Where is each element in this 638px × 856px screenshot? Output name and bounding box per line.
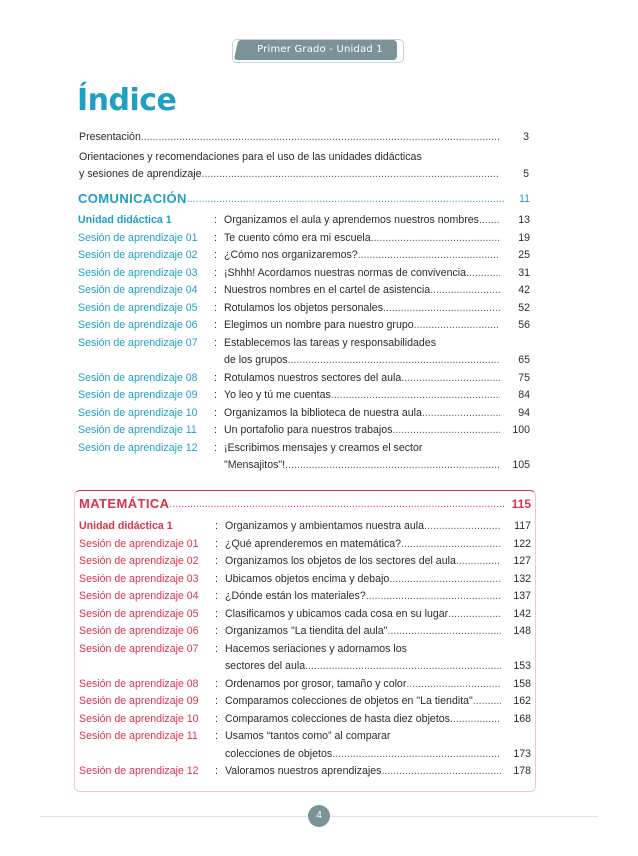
toc-row-page: 168 <box>513 712 531 725</box>
toc-row-title: ¿Qué aprenderemos en matemática? <box>225 537 402 550</box>
toc-row[interactable] <box>79 588 531 604</box>
toc-row[interactable] <box>78 335 530 351</box>
toc-row-title: Hacemos seriaciones y adornamos los <box>225 642 407 655</box>
toc-entry-label: y sesiones de aprendizaje <box>79 168 202 180</box>
toc-row-label: Sesión de aprendizaje 09 <box>78 389 198 401</box>
toc-separator: : <box>215 625 218 637</box>
toc-separator: : <box>214 301 217 314</box>
toc-row-label: Sesión de aprendizaje 02 <box>78 249 198 261</box>
toc-row[interactable] <box>79 676 531 692</box>
toc-separator: : <box>215 607 218 620</box>
toc-row-page: 148 <box>513 625 531 637</box>
toc-separator: : <box>215 765 218 777</box>
toc-row-page: 137 <box>513 590 531 602</box>
toc-row-page: 31 <box>518 266 530 279</box>
toc-row-page: 13 <box>518 214 530 226</box>
toc-row-title: Ubicamos objetos encima y debajo <box>225 572 390 585</box>
toc-separator: : <box>214 371 217 384</box>
toc-separator: : <box>214 441 217 454</box>
toc-row-label: Sesión de aprendizaje 04 <box>79 590 199 602</box>
toc-row[interactable] <box>79 763 531 779</box>
toc-row[interactable] <box>78 370 530 386</box>
toc-row-title: Elegimos un nombre para nuestro grupo <box>224 319 414 331</box>
toc-row-label: Sesión de aprendizaje 01 <box>79 537 199 550</box>
toc-row-page: 25 <box>518 249 530 261</box>
toc-row-title: Usamos “tantos como” al comparar <box>225 730 391 742</box>
toc-separator: : <box>214 266 217 279</box>
toc-row-label: Unidad didáctica 1 <box>79 520 173 532</box>
toc-row-page: 132 <box>513 572 531 585</box>
toc-row-title: Organizamos "La tiendita del aula" <box>225 625 388 637</box>
toc-separator: : <box>214 336 217 349</box>
toc-row-title: Organizamos la biblioteca de nuestra aula <box>224 406 422 419</box>
matematica-section <box>74 490 536 792</box>
toc-row[interactable] <box>78 440 530 456</box>
toc-row-label: Sesión de aprendizaje 12 <box>79 765 199 777</box>
toc-row-page: 117 <box>514 520 531 532</box>
page-number-badge: 4 <box>308 805 330 827</box>
toc-separator: : <box>215 537 218 550</box>
toc-row-title: Establecemos las tareas y responsabilidades <box>224 336 436 349</box>
toc-row-title: Rotulamos los objetos personales <box>224 301 383 314</box>
toc-row-title: Un portafolio para nuestros trabajos <box>224 424 393 436</box>
toc-row[interactable] <box>78 352 530 368</box>
toc-separator: : <box>214 424 217 436</box>
toc-row-label: Sesión de aprendizaje 03 <box>79 572 199 585</box>
toc-row[interactable] <box>79 658 531 674</box>
toc-row[interactable] <box>78 212 530 228</box>
toc-row[interactable] <box>78 230 530 246</box>
toc-separator: : <box>214 249 217 261</box>
toc-separator: : <box>215 572 218 585</box>
toc-row-label: Sesión de aprendizaje 05 <box>79 607 199 620</box>
toc-row-label: Sesión de aprendizaje 01 <box>78 231 198 244</box>
toc-row[interactable] <box>79 746 531 762</box>
toc-row-page: 42 <box>518 284 530 296</box>
toc-separator: : <box>214 389 217 401</box>
toc-row-page: 127 <box>513 555 531 567</box>
toc-row[interactable] <box>78 457 530 473</box>
toc-entry-orientaciones-line1 <box>79 149 529 165</box>
toc-row-page: 105 <box>512 459 530 471</box>
toc-row[interactable] <box>78 405 530 421</box>
toc-separator: : <box>215 695 218 707</box>
toc-row-title: sectores del aula <box>225 660 306 672</box>
toc-row[interactable] <box>78 265 530 281</box>
toc-row-page: 122 <box>513 537 531 550</box>
toc-page-number: 3 <box>523 131 529 143</box>
toc-row-title: Yo leo y tú me cuentas <box>224 389 331 401</box>
toc-row[interactable] <box>78 387 530 403</box>
toc-row-label: Unidad didáctica 1 <box>78 214 172 226</box>
toc-row-page: 84 <box>518 389 530 401</box>
toc-row-label: Sesión de aprendizaje 08 <box>79 677 199 690</box>
toc-row[interactable] <box>79 693 531 709</box>
toc-separator: : <box>214 214 217 226</box>
toc-row-label: Sesión de aprendizaje 02 <box>79 555 199 567</box>
toc-row[interactable] <box>79 536 531 552</box>
toc-entry-label: Presentación <box>79 131 141 143</box>
toc-row[interactable] <box>79 623 531 639</box>
toc-row-label: Sesión de aprendizaje 05 <box>78 301 198 314</box>
toc-row-title: Nuestros nombres en el cartel de asistencia <box>224 284 431 296</box>
matematica-heading: MATEMÁTICA <box>79 496 170 511</box>
toc-separator: : <box>215 642 218 655</box>
toc-entry-label: Orientaciones y recomendaciones para el uso de las unidades didácticas <box>79 151 422 163</box>
toc-row[interactable] <box>78 300 530 316</box>
toc-row-title: de los grupos <box>224 354 288 366</box>
toc-row-title: Ordenamos por grosor, tamaño y color <box>225 677 407 690</box>
toc-row-page: 56 <box>518 319 530 331</box>
toc-row-page: 158 <box>513 677 531 690</box>
toc-row-label: Sesión de aprendizaje 11 <box>78 424 197 436</box>
toc-row-label: Sesión de aprendizaje 08 <box>78 371 198 384</box>
toc-entry-orientaciones[interactable] <box>79 166 529 182</box>
toc-row-title: colecciones de objetos <box>225 747 333 760</box>
toc-row-title: Comparamos colecciones de objetos en "La tiendita" <box>225 695 473 707</box>
toc-row[interactable] <box>78 247 530 263</box>
toc-row-title: Comparamos colecciones de hasta diez objetos <box>225 712 450 725</box>
toc-row[interactable] <box>78 282 530 298</box>
toc-separator: : <box>214 406 217 419</box>
toc-row-label: Sesión de aprendizaje 11 <box>79 730 198 742</box>
toc-separator: : <box>215 712 218 725</box>
toc-row-page: 178 <box>513 765 531 777</box>
toc-separator: : <box>215 590 218 602</box>
toc-row-title: "Mensajitos"!. <box>224 459 289 471</box>
toc-row-page: 153 <box>513 660 531 672</box>
toc-row-title: ¡Escribimos mensajes y creamos el sector <box>224 441 423 454</box>
toc-row-page: 94 <box>518 406 530 419</box>
toc-separator: : <box>215 730 218 742</box>
toc-row-title: ¿Dónde están los materiales? <box>225 590 366 602</box>
toc-row[interactable] <box>79 641 531 657</box>
toc-row-page: 142 <box>513 607 531 620</box>
toc-separator: : <box>214 319 217 331</box>
toc-row-title: Organizamos el aula y aprendemos nuestros nombres <box>224 214 479 226</box>
comunicacion-section <box>74 188 534 478</box>
toc-entry-presentacion[interactable] <box>79 129 529 145</box>
toc-row[interactable] <box>79 553 531 569</box>
toc-row-title: ¡Shhh! Acordamos nuestras normas de convivencia <box>224 266 467 279</box>
toc-row-page: 75 <box>518 371 530 384</box>
toc-row-label: Sesión de aprendizaje 06 <box>79 625 199 637</box>
toc-row-page: 162 <box>513 695 531 707</box>
toc-row-label: Sesión de aprendizaje 10 <box>78 406 198 419</box>
toc-row-page: 52 <box>518 301 530 314</box>
toc-row-label: Sesión de aprendizaje 07 <box>78 336 198 349</box>
toc-row-title: Rotulamos nuestros sectores del aula <box>224 371 402 384</box>
toc-row-label: Sesión de aprendizaje 04 <box>78 284 198 296</box>
comunicacion-heading: COMUNICACIÓN <box>78 191 187 206</box>
comunicacion-heading-row[interactable] <box>78 190 530 208</box>
toc-row-page: 65 <box>518 354 530 366</box>
toc-row[interactable] <box>78 317 530 333</box>
toc-row[interactable] <box>79 571 531 587</box>
toc-row-label: Sesión de aprendizaje 12 <box>78 441 198 454</box>
toc-row-page: 100 <box>512 424 530 436</box>
toc-row-label: Sesión de aprendizaje 10 <box>79 712 199 725</box>
toc-row-title: Te cuento cómo era mi escuela <box>224 231 371 244</box>
toc-row-label: Sesión de aprendizaje 07 <box>79 642 199 655</box>
toc-row-page: 173 <box>513 747 531 760</box>
toc-row-title: Valoramos nuestros aprendizajes <box>225 765 382 777</box>
toc-page-number: 5 <box>523 168 529 180</box>
toc-row-title: Organizamos y ambientamos nuestra aula <box>225 520 425 532</box>
toc-row[interactable] <box>78 422 530 438</box>
toc-row-title: Organizamos los objetos de los sectores del aula <box>225 555 456 567</box>
toc-row-title: Clasificamos y ubicamos cada cosa en su lugar <box>225 607 449 620</box>
toc-separator: : <box>214 284 217 296</box>
toc-row[interactable] <box>79 728 531 744</box>
page-title: Índice <box>77 83 177 118</box>
toc-row-title: ¿Cómo nos organizaremos? <box>224 249 358 261</box>
toc-row-label: Sesión de aprendizaje 09 <box>79 695 199 707</box>
toc-separator: : <box>215 520 218 532</box>
comunicacion-page: 11 <box>519 193 530 205</box>
matematica-heading-row[interactable] <box>79 495 531 513</box>
toc-row-page: 19 <box>518 231 530 244</box>
toc-separator: : <box>214 231 217 244</box>
matematica-page: 115 <box>511 497 531 511</box>
toc-separator: : <box>215 677 218 690</box>
toc-row-label: Sesión de aprendizaje 06 <box>78 319 198 331</box>
toc-row[interactable] <box>79 518 531 534</box>
header-unit-tab: Primer Grado - Unidad 1 <box>243 40 397 60</box>
toc-row-label: Sesión de aprendizaje 03 <box>78 266 198 279</box>
toc-row[interactable] <box>79 606 531 622</box>
toc-row[interactable] <box>79 711 531 727</box>
toc-separator: : <box>215 555 218 567</box>
